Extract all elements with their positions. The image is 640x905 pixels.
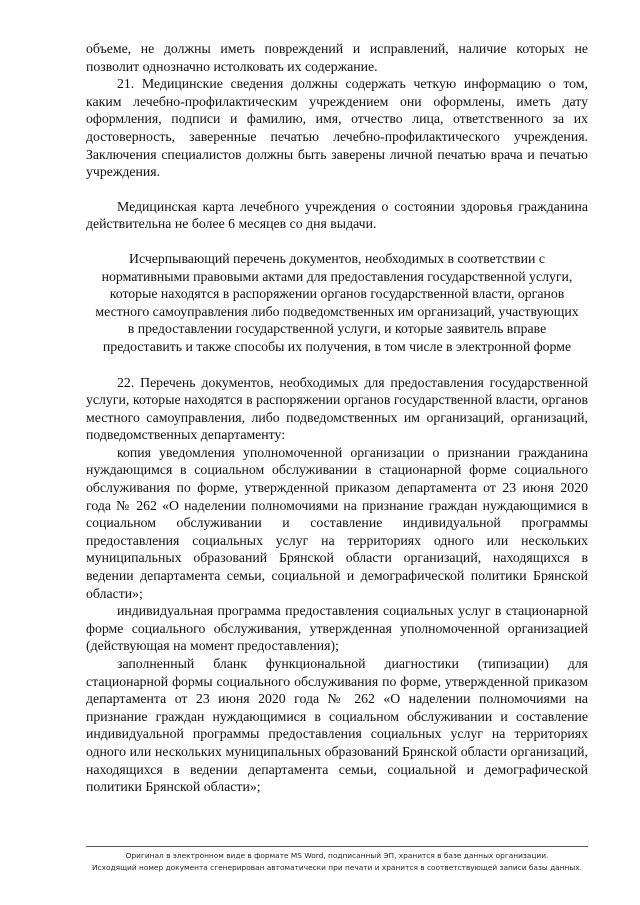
list-item: индивидуальная программа предоставления социальных услуг в стационарной форме социального обслуживания, утвержденная уполномоченной организацией (действующая на момент предоставления); [86, 603, 588, 654]
footer-line: Оригинал в электронном виде в формате MS Word, подписанный ЭП, хранится в базе данных организации. [125, 851, 549, 860]
footer-line: Исходящий номер документа сгенерирован автоматически при печати и хранится в соответствующей записи базы данных. [92, 863, 582, 872]
list-item: заполненный бланк функциональной диагностики (типизации) для стационарной формы социального обслуживания по форме, утвержденной приказом департамента от 23 июня 2020 года № 262 «О наделении полномочиями на признание граждан нуждающимися в социальном обслуживании и составление индивидуальной программы предоставления социальных услуг на территориях одного или нескольких муниципальных образований Брянской области организаций, находящихся в ведении департамента семьи, социальной и демографической политики Брянской области»; [86, 656, 588, 795]
section-heading: Исчерпывающий перечень документов, необходимых в соответствии с нормативными правовыми актами для предоставления государственной услуги, которые находятся в распоряжении органов государственной власти, органов местного самоуправления либо подведомственных им организаций, участвующих в предоставлении государственной услуги, и которые заявитель вправе предоставить и также способы их получения, в том числе в электронной форме [95, 250, 579, 354]
paragraph-22: 22. Перечень документов, необходимых для предоставления государственной услуги, которые находятся в распоряжении органов государственной власти, органов местного самоуправления, либо подведомственных им организаций, организаций, подведомственных департаменту: [86, 374, 588, 443]
paragraph-medical-card: Медицинская карта лечебного учреждения о состоянии здоровья гражданина действительна не более 6 месяцев со дня выдачи. [86, 198, 588, 232]
list-item: копия уведомления уполномоченной организации о признании гражданина нуждающимся в социальном обслуживании в стационарной форме социального обслуживания по форме, утвержденной приказом департамента от 23 июня 2020 года № 262 «О наделении полномочиями на признание граждан нуждающимися в социальном обслуживании и составление индивидуальной программы предоставления социальных услуг на территориях одного или нескольких муниципальных образований Брянской области организаций, находящихся в ведении департамента семьи, социальной и демографической политики Брянской области»; [86, 444, 588, 601]
paragraph-continuation: объеме, не должны иметь повреждений и исправлений, наличие которых не позволит однозначно истолковать их содержание. [86, 41, 588, 74]
page-footer [86, 846, 588, 874]
document-page [86, 40, 588, 796]
paragraph-21: 21. Медицинские сведения должны содержать четкую информацию о том, каким лечебно-профилактическим учреждением они оформлены, иметь дату оформления, подписи и фамилию, имя, отчество лица, ответственного за их достоверность, заверенные печатью лечебно-профилактического учреждения. Заключения специалистов должны быть заверены личной печатью врача и печатью учреждения. [86, 76, 588, 180]
